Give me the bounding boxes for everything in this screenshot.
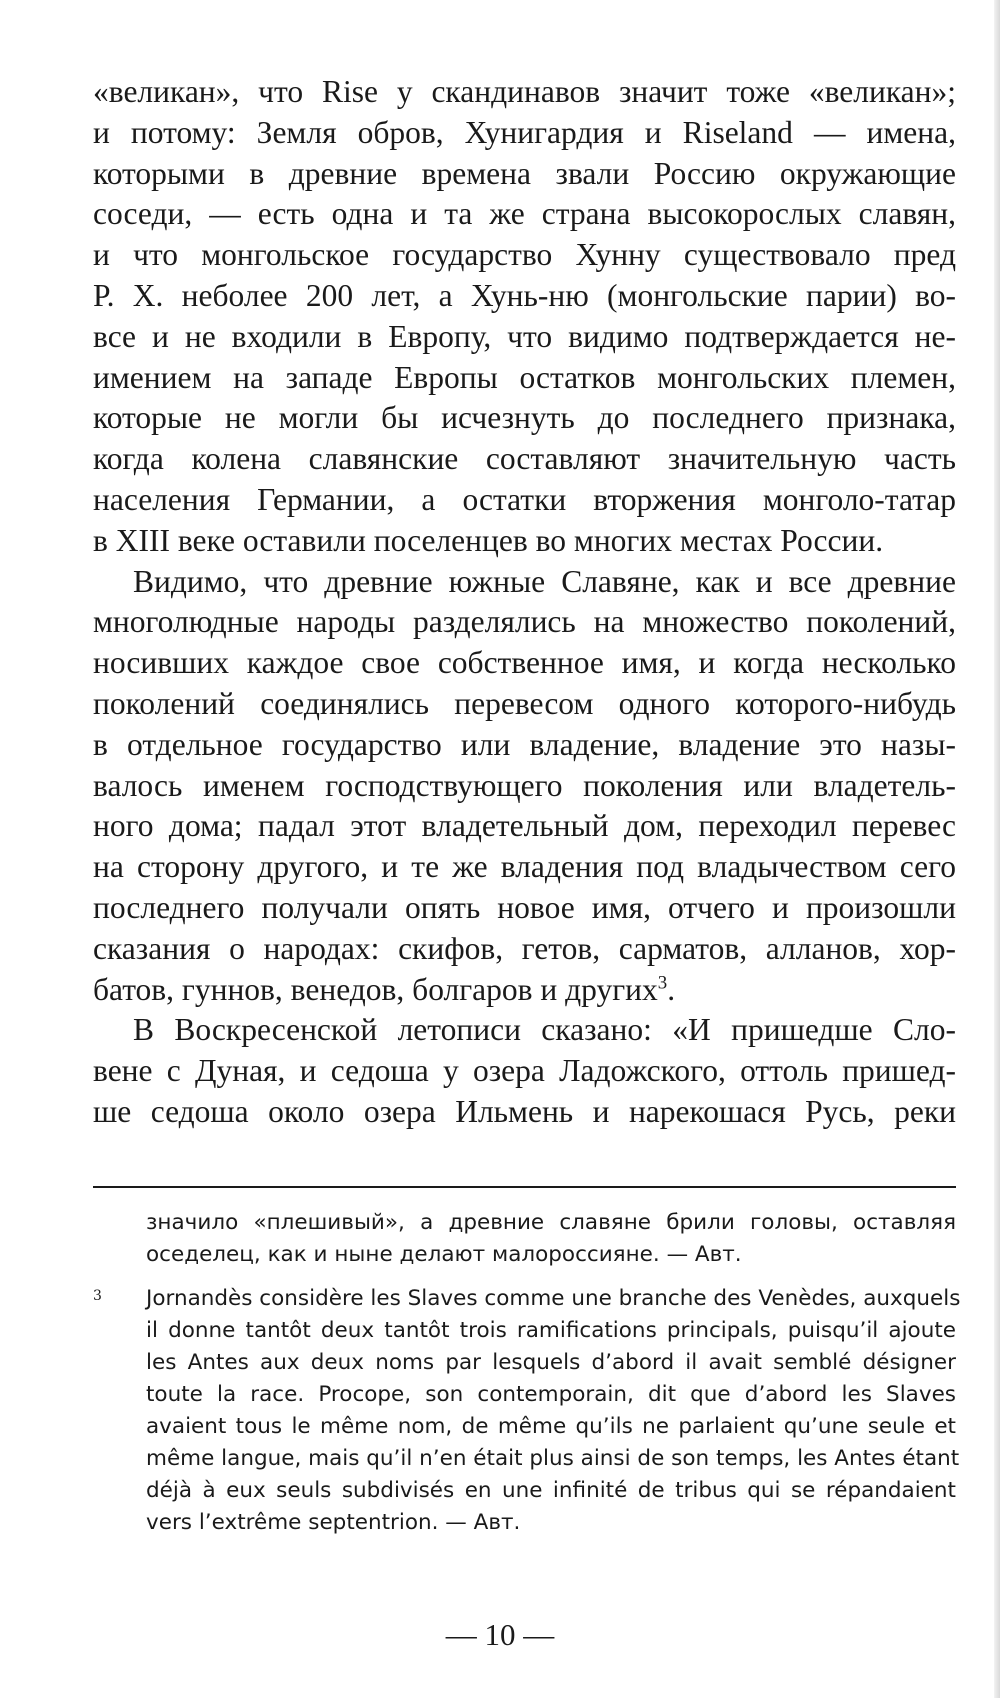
footnote-3 bbox=[93, 1283, 961, 1539]
text-line: последнего получали опять новое имя, отчего и произошли bbox=[93, 889, 956, 925]
sentence-end: . bbox=[667, 971, 676, 1007]
footnote-continued bbox=[93, 1207, 956, 1271]
footnotes bbox=[93, 1207, 961, 1539]
text-line: валось именем господствующего поколения или владетель- bbox=[93, 767, 956, 803]
text-line: имением на западе Европы остатков монгольских племен, bbox=[93, 359, 956, 395]
footnote-line: Jornandès considère les Slaves comme une branche des Venèdes, auxquels bbox=[146, 1286, 961, 1311]
footnote-line: значило «плешивый», а древние славяне брили головы, оставляя bbox=[146, 1210, 956, 1235]
footnote-line: toute la race. Procope, son contemporain, dit que d’abord les Slaves bbox=[146, 1382, 956, 1407]
text-line: которые не могли бы исчезнуть до последнего признака, bbox=[93, 400, 956, 436]
footnote-line: même langue, mais qu’il n’en était plus ainsi de son temps, les Antes étant bbox=[146, 1446, 960, 1471]
text-line: Р. Х. неболее 200 лет, а Хунь-ню (монгольские парии) во- bbox=[93, 277, 956, 313]
text-line: поколений соединялись перевесом одного которого-нибудь bbox=[93, 685, 956, 721]
footnote-line: les Antes aux deux noms par lesquels d’abord il avait semblé désigner bbox=[146, 1350, 956, 1375]
text-line: и что монгольское государство Хунну существовало пред bbox=[93, 237, 956, 273]
text-line: и потому: Земля обров, Хунигардия и Riseland — имена, bbox=[93, 114, 956, 150]
footnote-line: il donne tantôt deux tantôt trois ramifications principals, puisqu’il ajoute bbox=[146, 1318, 956, 1343]
text-line: ного дома; падал этот владетельный дом, переходил перевес bbox=[93, 808, 956, 844]
footnote-ref-3[interactable]: 3 bbox=[657, 972, 668, 994]
text-line-with-footnote-ref bbox=[93, 970, 956, 1011]
paragraph-start-line: В Воскресенской летописи сказано: «И пришедше Сло- bbox=[133, 1012, 956, 1048]
page-number: — 10 — bbox=[445, 1617, 555, 1652]
footnote-marker: 3 bbox=[93, 1288, 102, 1304]
footnote-line: оседелец, как и ныне делают малороссияне. — Авт. bbox=[146, 1242, 742, 1267]
text-line: когда колена славянские составляют значительную часть bbox=[93, 441, 956, 477]
main-text bbox=[93, 72, 956, 1133]
footnote-divider bbox=[93, 1186, 956, 1188]
text-line: населения Германии, а остатки вторжения монголо-татар bbox=[93, 481, 956, 517]
footnote-line: déjà à eux seuls subdivisés en une infinité de tribus qui se répandaient bbox=[146, 1478, 956, 1503]
text-line: вене с Дуная, и седоша у озера Ладожского, оттоль пришед- bbox=[93, 1053, 956, 1089]
text-line: на сторону другого, и те же владения под владычеством сего bbox=[93, 849, 956, 885]
text-line: все и не входили в Европу, что видимо подтверждается не- bbox=[93, 318, 956, 354]
page-edge-shadow bbox=[994, 0, 1000, 1698]
footnote-line: avaient tous le même nom, de même qu’ils ne parlaient qu’une seule et bbox=[146, 1414, 956, 1439]
text-line: в отдельное государство или владение, владение это назы- bbox=[93, 726, 956, 762]
text-line: соседи, — есть одна и та же страна высокорослых славян, bbox=[93, 196, 956, 232]
text-line: «великан», что Rise у скандинавов значит тоже «великан»; bbox=[93, 74, 956, 109]
text-line: сказания о народах: скифов, гетов, сарматов, алланов, хор- bbox=[93, 930, 956, 966]
text-line: в XIII веке оставили поселенцев во многих местах России. bbox=[93, 522, 884, 558]
text-line: которыми в древние времена звали Россию окружающие bbox=[93, 155, 956, 191]
text-line: многолюдные народы разделялись на множество поколений, bbox=[93, 604, 956, 640]
paragraph-start-line: Видимо, что древние южные Славяне, как и все древние bbox=[133, 563, 956, 599]
footnote-line: vers l’extrême septentrion. — Авт. bbox=[146, 1510, 521, 1535]
text-line: батов, гуннов, венедов, болгаров и других bbox=[93, 971, 658, 1007]
text-line: ше седоша около озера Ильмень и нарекошася Русь, реки bbox=[93, 1093, 956, 1129]
text-line: носивших каждое свое собственное имя, и когда несколько bbox=[93, 645, 956, 681]
